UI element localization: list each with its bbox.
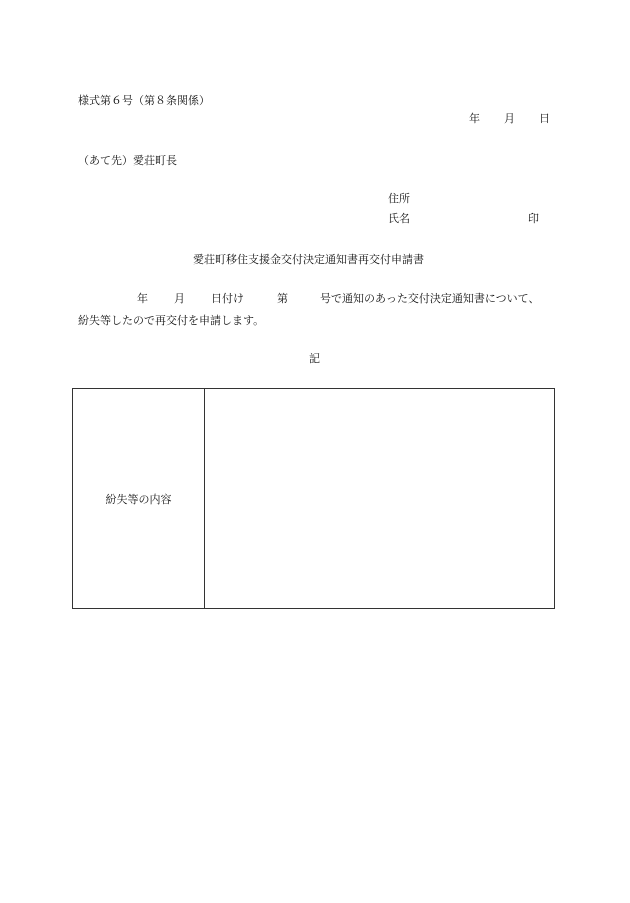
date-month-label: 月	[504, 112, 515, 125]
date-line	[469, 113, 550, 124]
body-line-1-rest: 号で通知のあった交付決定通知書について、	[320, 292, 540, 305]
addressee: （あて先）愛荘町長	[78, 154, 177, 167]
body-year-label: 年	[137, 292, 148, 305]
document-title: 愛荘町移住支援金交付決定通知書再交付申請書	[193, 253, 424, 266]
details-table	[72, 388, 555, 609]
body-line-2: 紛失等したので再交付を申請します。	[78, 314, 265, 327]
address-label: 住所	[388, 192, 410, 205]
seal-mark: 印	[528, 212, 539, 225]
lost-details-field[interactable]	[205, 389, 554, 608]
body-line-1	[137, 293, 539, 304]
ki-heading: 記	[309, 352, 320, 365]
name-label: 氏名	[388, 212, 410, 225]
body-month-label: 月	[174, 292, 185, 305]
form-number: 様式第６号（第８条関係）	[78, 94, 210, 107]
date-year-label: 年	[469, 112, 480, 125]
lost-details-label: 紛失等の内容	[105, 493, 172, 506]
date-day-label: 日	[539, 112, 550, 125]
body-number-prefix: 第	[277, 292, 288, 305]
body-dated-label: 日付け	[211, 292, 244, 305]
